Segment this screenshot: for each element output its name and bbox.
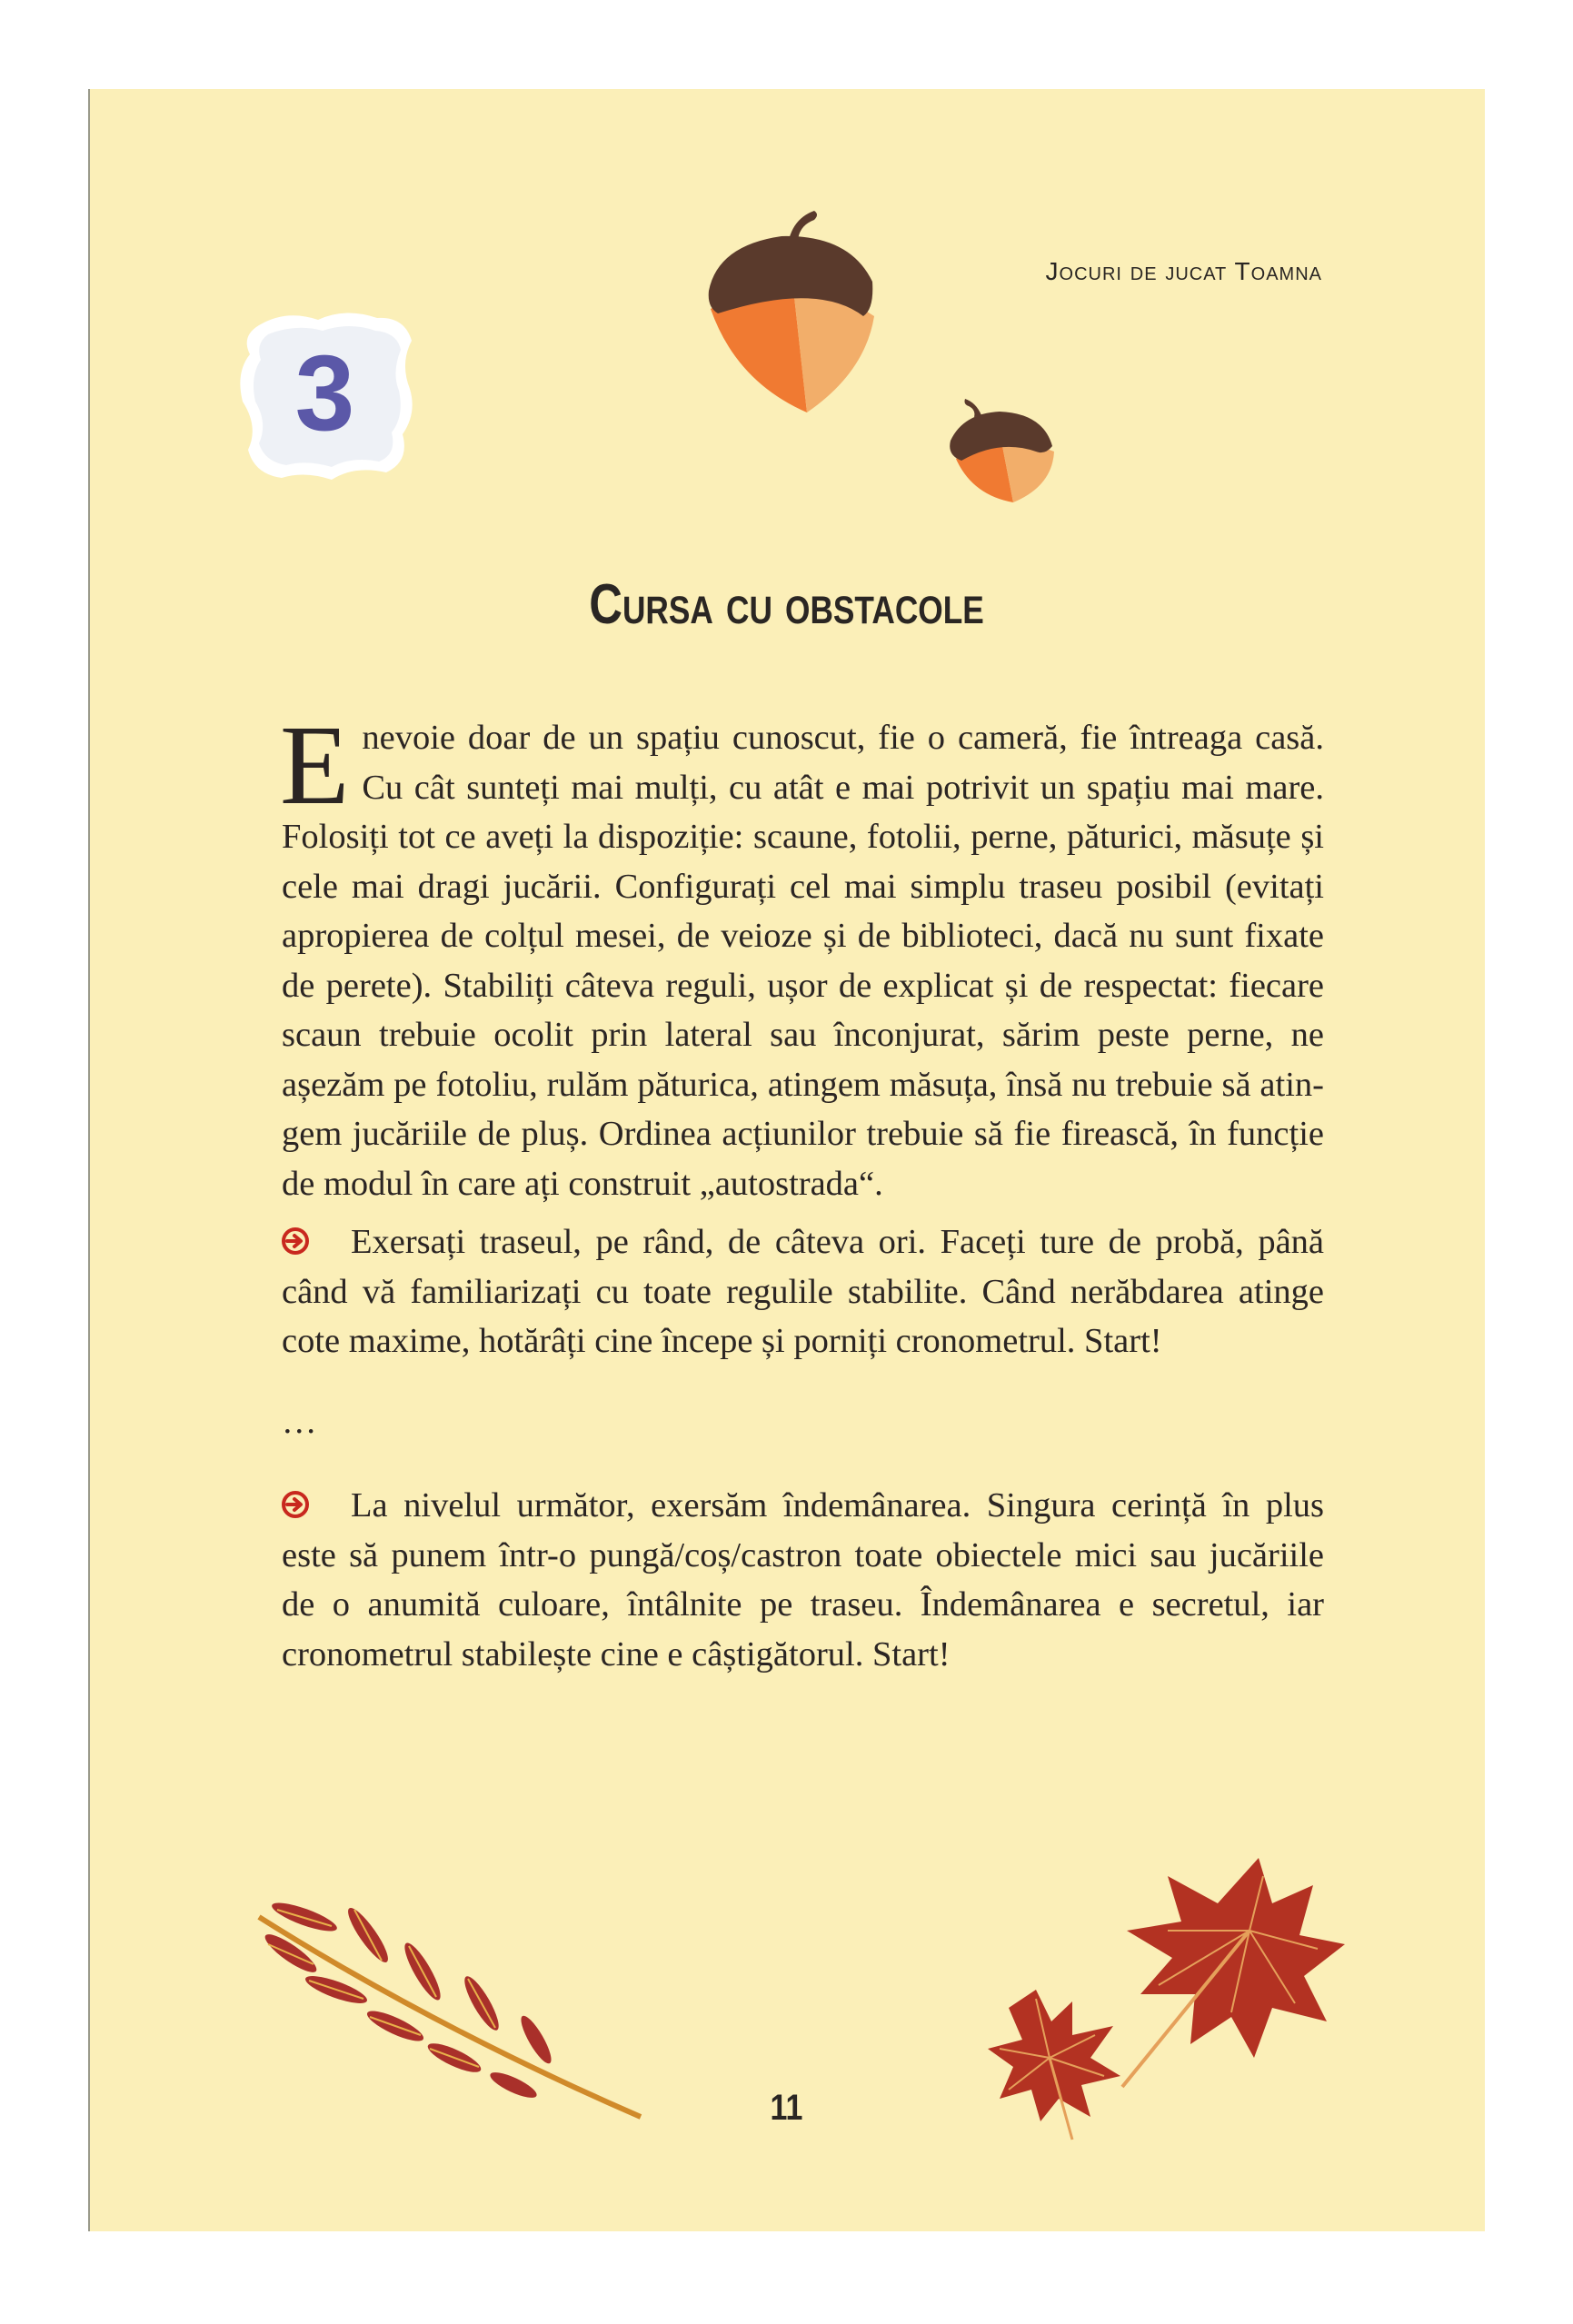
running-title: Jocuri de jucat Toamna: [1045, 257, 1322, 285]
article-body: [280, 703, 1324, 1679]
paragraph-text: La nivelul următor, exersăm îndemânarea. Singura cerință în plus este să punem într-o pungă/coș/castron toate obiectele mici sau jucăriile de o anumită culoare, întâlnite pe traseu. Îndemânarea e secretul, iar cronometrul stabilește cine e câștigătorul. Start!: [282, 1486, 1324, 1673]
chapter-badge: [232, 300, 418, 486]
arrow-right-circle-icon: [282, 1491, 309, 1518]
acorn-icon: [700, 209, 881, 418]
maple-leaf-icon: [1104, 1849, 1349, 2094]
chapter-number: 3: [294, 333, 355, 453]
page-edge: [88, 89, 90, 2231]
paragraph-text: nevoie doar de un spațiu cunoscut, fie o cameră, fie întreaga casă. Cu cât sunteți mai mulți, cu atât e mai potrivit un spațiu mai mare. Folosiți tot ce aveți la dispoziție: scaune, fotolii, perne, păturici, măsuțe și cele mai dragi jucării. Configurați cel mai simplu traseu posibil (evitați apropierea de colțul mesei, de veioze și de biblioteci, dacă nu sunt fixate de perete). Stabiliți câteva reguli, ușor de explicat și de respectat: fiecare scaun trebuie ocolit prin lateral sau înconjurat, sărim peste perne, ne așezăm pe fotoliu, rulăm păturica, atingem măsuța, însă nu trebuie să atingem jucăriile de pluș. Ordinea acțiunilor trebuie să fie firească, în funcție de modul în care ați construit „autostrada“.: [282, 719, 1324, 1203]
acorn-icon: [945, 395, 1059, 504]
dropcap-letter: E: [280, 703, 350, 829]
page-number: 11: [770, 2088, 803, 2128]
paragraph-next-level: [282, 1481, 1324, 1679]
paragraph-practice: [282, 1217, 1324, 1366]
paragraph-intro: [280, 703, 1324, 1208]
arrow-right-circle-icon: [282, 1227, 309, 1255]
paragraph-text: Exersați traseul, pe rând, de câteva ori. Faceți ture de probă, până când vă familiarizați cu toate regulile stabilite. Când nerăbdarea atinge cote maxime, hotărâți cine începe și porniți cronometrul. Start!: [282, 1223, 1324, 1360]
article-title: Cursa cu obstacole: [589, 573, 984, 636]
ellipsis: …: [282, 1402, 317, 1441]
